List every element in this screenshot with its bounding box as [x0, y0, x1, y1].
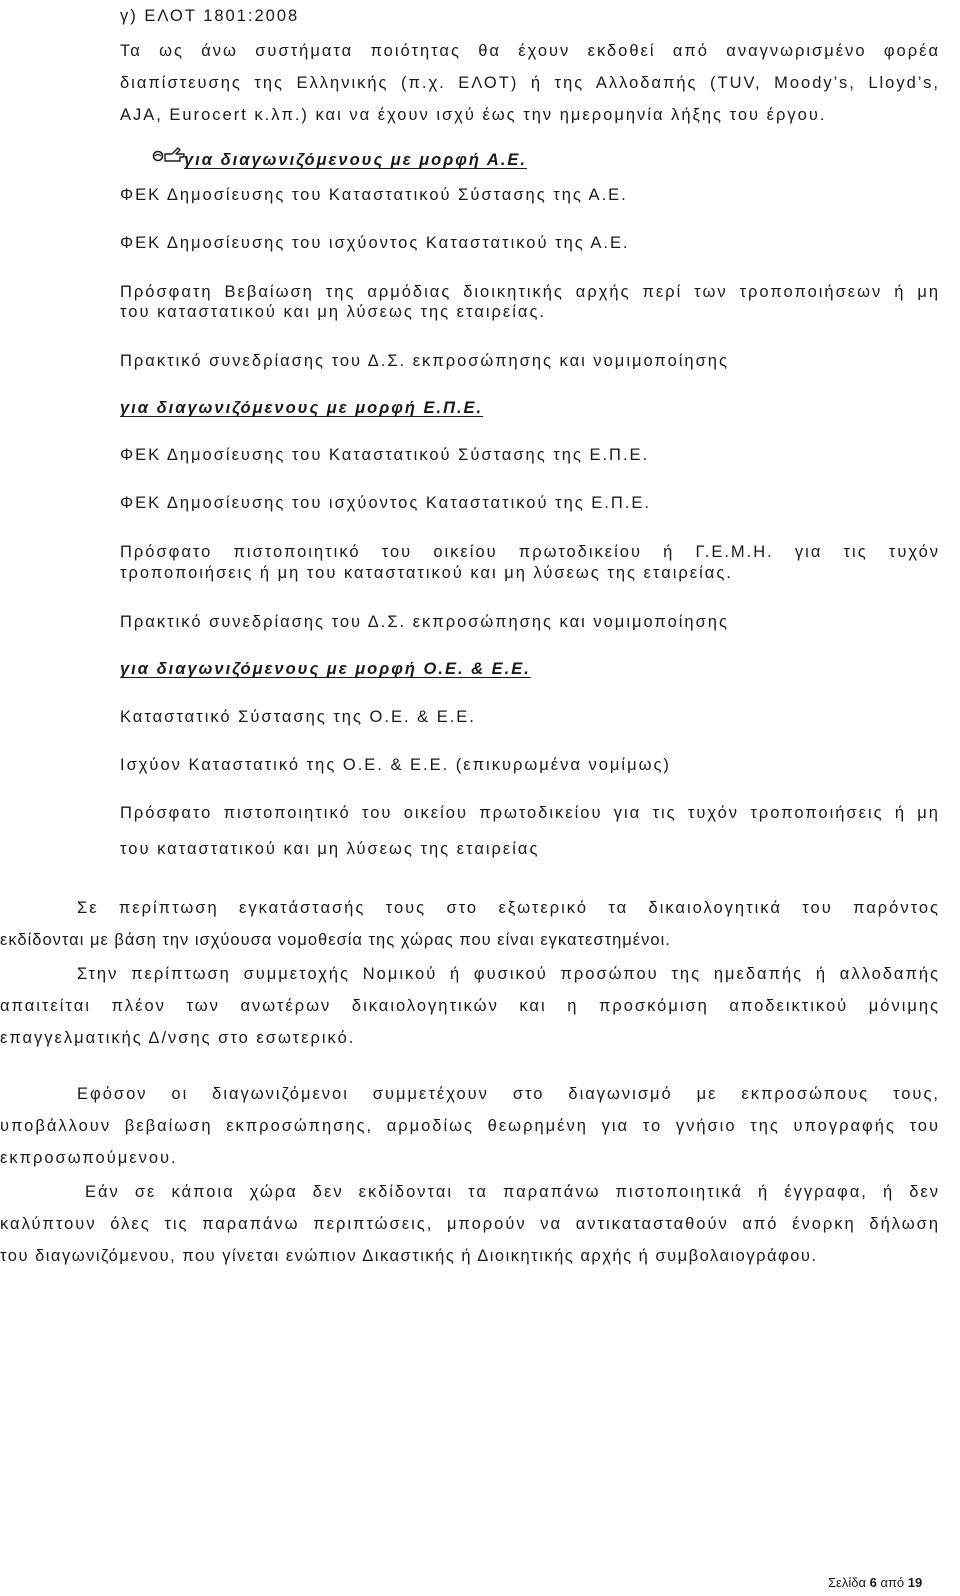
- footer-middle: από: [876, 1575, 908, 1590]
- para-3-line-1: Εφόσον οι διαγωνιζόμενοι συμμετέχουν στο διαγωνισμό με εκπροσώπους τους,: [77, 1085, 940, 1103]
- epe-item-4: Πρακτικό συνεδρίασης του Δ.Σ. εκπροσώπησης και νομιμοποίησης: [120, 613, 729, 631]
- ae-item-3-line-2: του καταστατικού και μη λύσεως της εταιρείας.: [120, 303, 547, 321]
- epe-item-3-line-2: τροποποιήσεις ή μη του καταστατικού και μη λύσεως της εταιρείας.: [120, 564, 733, 582]
- ae-item-4: Πρακτικό συνεδρίασης του Δ.Σ. εκπροσώπησης και νομιμοποίησης: [120, 352, 729, 370]
- ae-item-1: ΦΕΚ Δημοσίευσης του Καταστατικού Σύστασης της Α.Ε.: [120, 186, 628, 204]
- para-4-line-2: καλύπτουν όλες τις παραπάνω περιπτώσεις, μπορούν να αντικατασταθούν από ένορκη δήλωση: [0, 1215, 940, 1233]
- footer-page-number: 6: [869, 1575, 877, 1590]
- footer-prefix: Σελίδα: [828, 1575, 870, 1590]
- epe-section-title: για διαγωνιζόμενους με μορφή Ε.Π.Ε.: [120, 399, 484, 417]
- ae-item-3-line-1: Πρόσφατη Βεβαίωση της αρμόδιας διοικητικής αρχής περί των τροποποιήσεων ή μη: [120, 283, 940, 301]
- section-heading: γ) ΕΛΟΤ 1801:2008: [120, 7, 300, 25]
- para-3-line-3: εκπροσωπούμενου.: [0, 1149, 178, 1167]
- intro-line-2: διαπίστευσης της Ελληνικής (π.χ. ΕΛΟΤ) ή της Αλλοδαπής (TUV, Moody’s, Lloyd’s,: [120, 74, 940, 92]
- para-1-line-1: Σε περίπτωση εγκατάστασής τους στο εξωτερικό τα δικαιολογητικά του παρόντος: [77, 899, 940, 917]
- oe-item-2: Ισχύον Καταστατικό της Ο.Ε. & Ε.Ε. (επικυρωμένα νομίμως): [120, 756, 671, 774]
- footer-total-pages: 19: [907, 1575, 923, 1590]
- oe-item-3-line-1: Πρόσφατο πιστοποιητικό του οικείου πρωτοδικείου για τις τυχόν τροποποιήσεις ή μη: [120, 804, 940, 822]
- para-2-line-1: Στην περίπτωση συμμετοχής Νομικού ή φυσικού προσώπου της ημεδαπής ή αλλοδαπής: [77, 965, 940, 983]
- oe-item-3-line-2: του καταστατικού και μη λύσεως της εταιρείας: [120, 840, 540, 858]
- intro-line-3: AJA, Eurocert κ.λπ.) και να έχουν ισχύ έως την ημερομηνία λήξης του έργου.: [120, 106, 827, 124]
- para-4-line-3: του διαγωνιζόμενου, που γίνεται ενώπιον Δικαστικής ή Διοικητικής αρχής ή συμβολαιογράφου.: [0, 1247, 818, 1265]
- ae-section-title: για διαγωνιζόμενους με μορφή Α.Ε.: [184, 151, 528, 169]
- para-2-line-2: απαιτείται πλέον των ανωτέρων δικαιολογητικών και η προσκόμιση αποδεικτικού μόνιμης: [0, 997, 940, 1015]
- oe-item-1: Καταστατικό Σύστασης της Ο.Ε. & Ε.Ε.: [120, 708, 476, 726]
- para-1-line-2: εκδίδονται με βάση την ισχύουσα νομοθεσία της χώρας που είναι εγκατεστημένοι.: [0, 931, 671, 949]
- para-4-line-1: Εάν σε κάποια χώρα δεν εκδίδονται τα παραπάνω πιστοποιητικά ή έγγραφα, ή δεν: [85, 1183, 940, 1201]
- page-footer: [828, 1575, 922, 1590]
- ae-item-2: ΦΕΚ Δημοσίευσης του ισχύοντος Καταστατικού της Α.Ε.: [120, 234, 630, 252]
- pointing-hand-icon: [152, 146, 186, 164]
- epe-item-2: ΦΕΚ Δημοσίευσης του ισχύοντος Καταστατικού της Ε.Π.Ε.: [120, 494, 651, 512]
- para-2-line-3: επαγγελματικής Δ/νσης στο εσωτερικό.: [0, 1029, 356, 1047]
- para-3-line-2: υποβάλλουν βεβαίωση εκπροσώπησης, αρμοδίως θεωρημένη για το γνήσιο της υπογραφής του: [0, 1117, 940, 1135]
- epe-item-3-line-1: Πρόσφατο πιστοποιητικό του οικείου πρωτοδικείου ή Γ.Ε.Μ.Η. για τις τυχόν: [120, 543, 940, 561]
- oe-section-title: για διαγωνιζόμενους με μορφή Ο.Ε. & Ε.Ε.: [120, 660, 531, 678]
- intro-line-1: Τα ως άνω συστήματα ποιότητας θα έχουν εκδοθεί από αναγνωρισμένο φορέα: [120, 42, 940, 60]
- epe-item-1: ΦΕΚ Δημοσίευσης του Καταστατικού Σύστασης της Ε.Π.Ε.: [120, 446, 650, 464]
